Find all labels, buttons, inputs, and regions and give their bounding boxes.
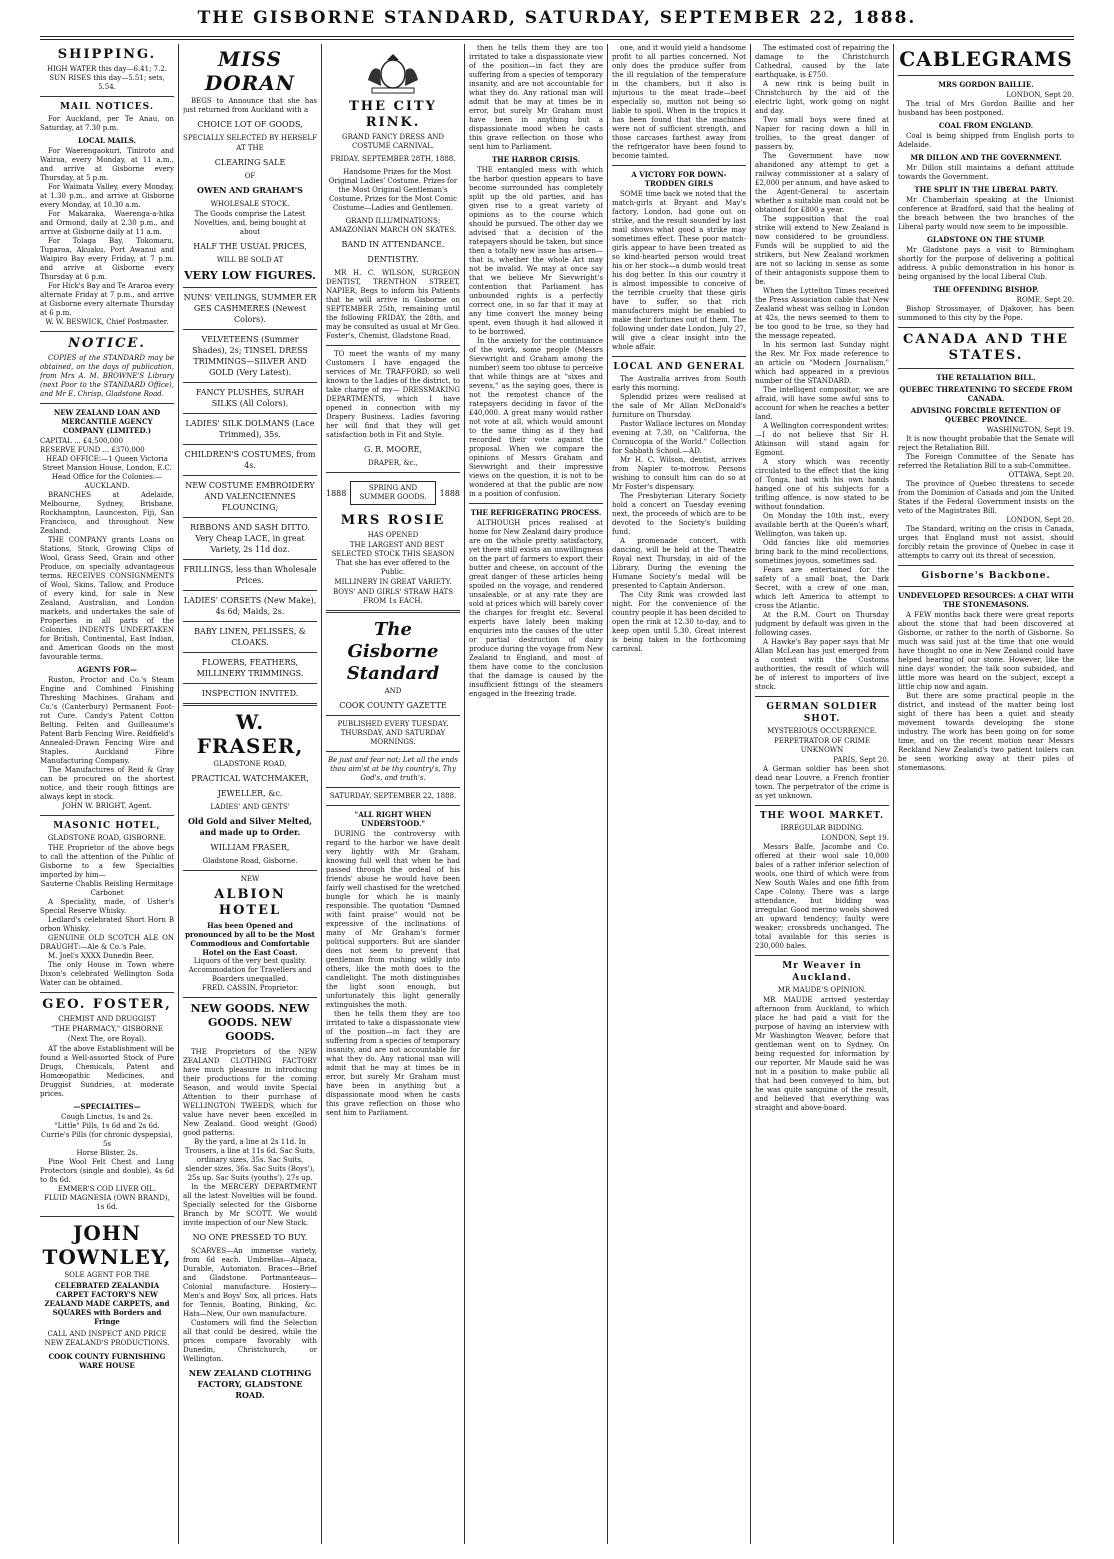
speciality: A Speciality, made, of Usher's Special Reserve Whisky. bbox=[40, 898, 174, 915]
grand: GRAND FANCY DRESS AND COSTUME CARNIVAL. bbox=[342, 133, 444, 150]
dillon-text: Mr Dillon still maintains a defiant attitude towards the Government. bbox=[898, 164, 1074, 181]
stock-item: FRILLINGS, less than Wholesale Prices. bbox=[183, 565, 317, 585]
year-right: 1888 bbox=[439, 488, 460, 498]
paris-date: PARIS, Sept 20. bbox=[833, 756, 889, 764]
notice-heading: NOTICE. bbox=[68, 336, 146, 351]
rosie-heading: MRS ROSIE bbox=[340, 513, 446, 528]
mail-1: For Auckland, per Te Anau, on Saturday, at 7.30 p.m. bbox=[40, 115, 174, 132]
clearing: CLEARING SALE bbox=[214, 158, 286, 167]
para1: then he tells them they are too irritated to take a dispassionate view of the position—in fact they are suffering from a species of temporary insanity, and are not accountable for what they do. Any rational man will admit that he may at times be in error, but surely Mr Graham must have been in anything but a dispassionate mood when he casts this grave reflection on those who sent him to Parliament. bbox=[326, 1010, 460, 1117]
hats: BOYS' AND GIRLS' STRAW HATS FROM 1s EACH. bbox=[333, 588, 453, 605]
head-office: HEAD OFFICE:—1 Queen Victoria Street Mansion House, London, E.C. bbox=[42, 455, 172, 472]
local-item: On Monday the 10th inst., every available berth at the Queen's wharf, Wellington, was taken up. bbox=[755, 512, 889, 538]
new-goods: NEW GOODS. NEW GOODS. NEW GOODS. bbox=[190, 1002, 310, 1043]
paper-title: The Gisborne Standard bbox=[346, 619, 440, 684]
nz-office: Head Office for the Colonies:—AUCKLAND. bbox=[51, 473, 163, 490]
jw-bright: JOHN W. BRIGHT, Agent. bbox=[62, 802, 152, 810]
local-item: A story which was recently circulated to the effect that the king of Tonga, had with his own hands hanged one of his subjects for a trifling offence, is now stated to be without foundation. bbox=[755, 458, 889, 511]
wool-heading: THE WOOL MARKET. bbox=[759, 811, 885, 821]
old-gold: Old Gold and Silver Melted, and made up to Order. bbox=[187, 816, 313, 837]
doran-text: BEGS to Announce that she has just returned from Auckland with a bbox=[183, 97, 317, 114]
owen: OWEN AND GRAHAM'S bbox=[197, 185, 303, 195]
column-rule bbox=[750, 44, 751, 1544]
stock-item: BABY LINEN, PELISSES, & CLOAKS. bbox=[194, 627, 306, 647]
agents-text: Ruston, Proctor and Co.'s Steam Engine and Combined Finishing Threshing Machines. Graham and Co.'s (Canterbury) Permanent Foot-rot Cure. Candy's Patent Cotton Belting. Felten and Guilleaume's Patent Barb Fencing Wire. Reidfield's Annealed-Drawn Fencing Wire and Staples. Auckland Fibre Manufacturing Company. bbox=[40, 676, 174, 765]
local-item: The intelligent compositor, we are afraid, will have some awful sins to account for when he reaches a better land. bbox=[755, 386, 889, 421]
yard: By the yard, a line at 2s 11d. In Trousers, a line at 11s 6d. Sac Suits, ordinary sizes, 35s. Sac Suits, slender sizes, 36s. Sac Suits (Boys'), 25s up. Sac Suits (youths'), 27s up. bbox=[184, 1138, 316, 1182]
editorial-heading: "ALL RIGHT WHEN UNDERSTOOD." bbox=[354, 810, 432, 828]
spring-box: SPRING AND SUMMER GOODS. bbox=[350, 481, 435, 505]
local-item: Mr H. C. Wilson, dentist, arrives from Napier to-morrow. Persons wishing to consult him can do so at Mr Foster's dispensary. bbox=[612, 456, 746, 491]
no-one: NO ONE PRESSED TO BUY. bbox=[192, 1233, 308, 1242]
weaver-text: MR MAUDE arrived yesterday afternoon from Auckland, to which place he had paid a visit for the purpose of having an interview with Mr Washington Weaver, before that gentleman went on to Sydney. On being requested for information by our reporter, Mr Maude said he was not in a position to make public all that had been conveyed to him, but he was quite sanguine of the result, and believed that everything was straight and above-board. bbox=[755, 996, 889, 1112]
next: (Next The, ore Royal). bbox=[67, 1035, 147, 1043]
gladstone-text: Mr Gladstone pays a visit to Birmingham shortly for the purpose of delivering a political address. A public demonstration in his honor is being organised by the local Liberal Club. bbox=[898, 246, 1074, 281]
spec-item: Cough Linctus, 1s and 2s. bbox=[61, 1113, 153, 1121]
agents-heading: AGENTS FOR— bbox=[77, 665, 137, 674]
date: SATURDAY, SEPTEMBER 22, 1888. bbox=[329, 792, 457, 800]
prizes: Handsome Prizes for the Most Original Ladies' Costume. Prizes for the Most Original Gentleman's Costume. Prizes for the Most Comic Costume—Ladies and Gentlemen. bbox=[328, 168, 458, 212]
stock-item: LADIES' SILK DOLMANS (Lace Trimmed), 35s. bbox=[185, 419, 315, 439]
dentistry: DENTISTRY. bbox=[367, 255, 419, 264]
baillie-heading: MRS GORDON BAILLIE. bbox=[938, 80, 1034, 89]
foreign: The Foreign Committee of the Senate has referred the Retaliation Bill to a sub-Committee. bbox=[898, 453, 1074, 470]
canada-heading: CANADA AND THE STATES. bbox=[903, 332, 1069, 363]
spec-item: Currie's Pills (for chronic dyspepsia), 5s bbox=[40, 1131, 173, 1148]
stock-item: NEW COSTUME EMBROIDERY AND VALENCIENNES FLOUNCING; bbox=[185, 481, 315, 512]
selected: SPECIALLY SELECTED BY HERSELF bbox=[183, 134, 317, 142]
local-mails: LOCAL MAILS. bbox=[78, 136, 136, 145]
advising: ADVISING FORCIBLE RETENTION OF QUEBEC PROVINCE. bbox=[910, 406, 1062, 424]
column-rule bbox=[464, 44, 465, 1544]
local-item: A new rink is being built in Christchurch by the aid of the electric light, work going on night and day. bbox=[755, 80, 889, 115]
motto: Be just and fear not; Let all the ends thou aim'st at be thy country's, Thy God's, and truth's. bbox=[328, 756, 458, 782]
dillon-heading: MR DILLON AND THE GOVERNMENT. bbox=[910, 153, 1062, 162]
choice: CHOICE LOT OF GOODS, bbox=[197, 120, 303, 129]
refrig: ALTHOUGH prices realised at home for New Zealand dairy produce are on the whole pretty satisfactory, yet there still exists an unwillingness on the part of farmers to export their butter and cheese, on account of the great danger of these articles being spoiled on the voyage, and rendered unsaleable, or at any rate they are sold at prices which will barely cover the charges for freight etc. Several experts have lately been making enquiries into the causes of the utter or partial destruction of dairy produce during the voyage from New Zealand to England, and most of them have come to the conclusion that the damage is caused by the insufficient fittings of the steamers engaged in the freezing trade. bbox=[469, 519, 603, 698]
joel: M. Joel's XXXX Dunedin Beer. bbox=[48, 952, 154, 960]
moore-text: TO meet the wants of my many Customers I have engaged the services of Mr. TRAFFORD, so well known to the Ladies of the district, to take charge of my— DRESSMAKING DEPARTMENTS, which I have opened in connection with my Drapery Business. Ladies favoring her will find that they will get satisfaction both in Fit and Style. bbox=[326, 350, 460, 439]
low-figures: VERY LOW FIGURES. bbox=[184, 269, 316, 282]
mail-item: For Makaraka, Waerenga-a-hika and Ormond, daily at 2.30 p.m., and arrive at Gisborne daily at 11 a.m. bbox=[40, 210, 174, 236]
practical: PRACTICAL WATCHMAKER, bbox=[191, 774, 309, 783]
manures: The Manufactures of Reid & Gray can be procured on the shortest notice, and their rough fittings are always kept in stock. bbox=[40, 766, 174, 801]
local-item: At the R.M. Court on Thursday judgment by default was given in the following cases. bbox=[755, 611, 889, 637]
ladies: LADIES' AND GENTS' bbox=[210, 803, 290, 811]
local-item: A Hawke's Bay paper says that Mr Allan McLean has just emerged from a contest with the Customs authorities, the result of which will be of interest to importers of live stock. bbox=[755, 638, 889, 691]
local-item: Splendid prizes were realised at the sale of Mr Allan McDonald's furniture on Thursday. bbox=[612, 393, 746, 419]
column-2 bbox=[183, 44, 317, 1544]
local-item: Pastor Wallace lectures on Monday evening at 7.30, on "Californa, the Cornucopia of the World." Collection for Sabbath School.—AD. bbox=[612, 420, 746, 455]
para1: then he tells them they are too irritated to take a dispassionate view of the position—in fact they are suffering from a species of temporary insanity, and are not accountable for what they do. Any rational man will admit that he may at times be in error, but surely Mr Graham must have been in anything but a dispassionate mood when he casts this grave reflection on those who sent him to Parliament. bbox=[469, 44, 603, 151]
local-item: The estimated cost of repairing the damage to the Christchurch Cathedral, caused by the late earthquake, is £750. bbox=[755, 44, 889, 79]
coal-text: Coal is being shipped from English ports to Adelaide. bbox=[898, 132, 1074, 149]
townley-text: CELEBRATED ZEALANDIA CARPET FACTORY'S NEW ZEALAND MADE CARPETS, and SQUARES with Borders and Fringe bbox=[44, 1281, 170, 1326]
column-rule bbox=[893, 44, 894, 1544]
mail-item: For Hick's Bay and Te Araroa every alternate Friday at 7 p.m., and arrive at Gisborne every alternate Thursday at 6 p.m. bbox=[40, 282, 174, 317]
townley-sub: SOLE AGENT FOR THE bbox=[64, 1271, 150, 1279]
local-item: Two small boys were fined at Napier for racing down a hill in trollies, to the great danger of passers by. bbox=[755, 116, 889, 151]
stock-item: FLOWERS, FEATHERS, MILLINERY TRIMMINGS. bbox=[196, 658, 304, 678]
column-6 bbox=[755, 44, 889, 1544]
gin: GENUINE OLD SCOTCH ALE ON DRAUGHT:—Ale & Co.'s Pale. bbox=[40, 934, 174, 951]
mail-item: For Waerengaokuri, Tiniroto and Wairoa, every Monday, at 11 a.m., and arrive at Gisborne every Thursday, at 5 p.m. bbox=[40, 147, 174, 182]
backbone-text-2: But there are some practical people in the district, and instead of the matter being lost sight of there has been a quiet and steady movement towards developing the stone industry. The work has been going on for some time, and on the recent motion near Messrs Reckland New Zealand's two patient toilers can be seen working away at their piles of stonemasons. bbox=[898, 692, 1074, 772]
local-item: Odd fancies like old memories bring back to the mind recollections, sometimes joyous, sometimes sad. bbox=[755, 539, 889, 565]
pharmacy: "THE PHARMACY," GISBORNE bbox=[50, 1025, 164, 1033]
paper-sub: COOK COUNTY GAZETTE bbox=[339, 701, 447, 710]
ottawa-date: OTTAWA, Sept 20. bbox=[1008, 471, 1074, 479]
harbor-heading: THE HARBOR CRISIS. bbox=[491, 155, 581, 164]
mail-sign: W. W. BESWICK, Chief Postmaster. bbox=[45, 318, 169, 326]
stock-item: VELVETEENS (Summer Shades), 2s; TINSEL DRESS TRIMMINGS—SILVER AND GOLD (Very Latest). bbox=[192, 335, 308, 377]
backbone-heading: Gisborne's Backbone. bbox=[921, 571, 1051, 581]
local-item: The supposition that the coal strike will extend to New Zealand is now considered to be groundless. Funds will be supplied to aid the strikers, but New Zealand workmen are not so lacking in sense as some of their antagonists suppose them to be. bbox=[755, 215, 889, 286]
bishop-text: Bishop Strossmayer, of Djakover, has been summoned to this city by the Pope. bbox=[898, 305, 1074, 322]
wholesale: WHOLESALE STOCK. bbox=[210, 200, 290, 208]
jeweller: JEWELLER, &c. bbox=[217, 789, 283, 798]
stock-item: RIBBONS AND SASH DITTO. Very Cheap LACE, in great Variety, 2s 11d doz. bbox=[190, 523, 310, 554]
local-item: The City Rink was crowded last night. For the convenience of the country people it has been decided to open the rink at 12.30 to-day, and to keep open until 5.30. Great interest is being taken in the forthcoming carnival. bbox=[612, 591, 746, 653]
liquors: Liquors of the very best quality. bbox=[193, 957, 307, 965]
refrig-heading: THE REFRIGERATING PROCESS. bbox=[470, 508, 602, 517]
royal-crest-icon bbox=[358, 50, 428, 96]
para1: one, and it would yield a handsome profit to all parties concerned. Not only does the produce suffer from the ill regulation of the temperature in the chambers, but it also is injurious to the meat trade—beef especially so, mutton not being so liable to spoil. When in the tropics it has been found that the machines were not of sufficient strength, and those carcases farthest away from the refrigerator have been found to become tainted. bbox=[612, 44, 746, 160]
harbor2: In the anxiety for the continuance of the work, some people (Messrs Sievwright and Graham among the number) seem too obtuse to perceive that while things are at "sixes and sevens," as the saying goes, there is not the remotest chance of the ratepayers deciding in favor of the £40,000. A great many would rather not vote at all, which would amount to the same thing as if they had recorded their vote against the proposal. When we compare the opinions of Messrs Graham and Sievwright and their impressive views on the question, it is not to be wondered at that the public are now in a position of confusion. bbox=[469, 337, 603, 498]
mail-heading: MAIL NOTICES. bbox=[60, 102, 154, 112]
wool-text: Messrs Balfe, Jacombe and Co. offered at their wool sale 10,000 bales of a rather inferior selection of wools, one third of which were from New South Wales and one fifth from Cape Colony. There was a large attendance, but bidding was irregular. Good merino wools showed an upward tendency; faulty were weaker; crossbreds unchanged. The total available for this series is 230,000 bales. bbox=[755, 843, 889, 950]
ledlard: Ledlard's celebrated Short Horn B orbon Whisky. bbox=[40, 916, 174, 933]
mail-item: For Waimata Valley, every Monday, at 1.30 p.m., and arrive at Gisborne every Monday, at 10.30 a.m. bbox=[40, 183, 174, 209]
london-date: LONDON, Sept 20. bbox=[1006, 516, 1074, 524]
band: BAND IN ATTENDANCE. bbox=[341, 240, 445, 249]
stock-item: NUNS' VEILINGS, SUMMER ER GES CASHMERES (Newest Colors). bbox=[183, 293, 317, 324]
fraser-heading: W. FRASER, bbox=[196, 710, 304, 758]
stock-item: FANCY PLUSHES, SURAH SILKS (All Colors). bbox=[195, 388, 305, 408]
stock-item: CHILDREN'S COSTUMES, from 4s. bbox=[184, 450, 316, 470]
masthead-rule-2 bbox=[40, 39, 1074, 40]
column-3 bbox=[326, 44, 460, 1544]
emmer: EMMER'S COD LIVER OIL. bbox=[57, 1185, 157, 1193]
cook-county: COOK COUNTY FURNISHING WARE HOUSE bbox=[48, 1352, 166, 1370]
german-heading: GERMAN SOLDIER SHOT. bbox=[766, 702, 878, 724]
wf: WILLIAM FRASER, bbox=[210, 843, 290, 852]
local-heading: LOCAL AND GENERAL bbox=[613, 362, 745, 372]
bishop-date: ROME, Sept 20. bbox=[1016, 296, 1074, 304]
london-text: The Standard, writing on the crisis in Canada, urges that England must not assist, should forcibly retain the province of Quebec in case it attempts to carry out its threat of secession. bbox=[898, 525, 1074, 560]
friday: FRIDAY, SEPTEMBER 28TH, 1888. bbox=[330, 155, 456, 163]
foster-sub: CHEMIST AND DRUGGIST bbox=[58, 1015, 156, 1023]
branches: BRANCHES at Adelaide, Melbourne, Sydney, Brisbane, Rockhampton, Launceston, Fiji, San Francisco, and throughout New Zealand. bbox=[40, 491, 174, 535]
victory: SOME time back we noted that the match-girls at Bryant and May's factory, London, had gone out on strike, and the result sounded by last mail shows what good a strike may sometimes effect. These poor match-girls appear to have been treated as so kind-hearted person would treat his or her stock—a dumb would treat his dog better. In this our country it is almost impossible to conceive of the terrible cruelty that these girls have to suffer, so that rich manufacturers might be enabled to make their fortunes out of them. The following under date London, July 27, will give a clear insight into the whole affair. bbox=[612, 190, 746, 351]
specialties-list: Sauterne Chablis Reisling Hermitage Carbonet bbox=[40, 880, 174, 897]
retaliation: THE RETALIATION BILL. bbox=[936, 373, 1036, 382]
irregular: IRREGULAR BIDDING. bbox=[780, 824, 864, 832]
specialties-heading: —SPECIALTIES— bbox=[73, 1102, 141, 1111]
column-1 bbox=[40, 44, 174, 1544]
masthead-rule bbox=[40, 36, 1074, 37]
paper-and: AND bbox=[384, 687, 402, 695]
mysterious: MYSTERIOUS OCCURRENCE. bbox=[767, 727, 877, 735]
sun-rises: SUN RISES this day—5.51; sets, 5.54. bbox=[49, 74, 165, 91]
nz-loan-heading: NEW ZEALAND LOAN AND MERCANTILE AGENCY COMPANY (LIMITED.) bbox=[53, 408, 161, 435]
will: WILL BE SOLD AT bbox=[216, 256, 284, 264]
reserve: RESERVE FUND ... £370,000 bbox=[40, 446, 145, 454]
mercery: In the MERCERY DEPARTMENT all the latest Novelties will be found. Specially selected for the Gisborne Branch by Mr SCOTT. We would invite inspection of our New Stock. bbox=[183, 1183, 317, 1227]
notice-text: COPIES of the STANDARD may be obtained, on the days of publication, from Mrs A. M. BROWNE'S Library (next Poor to the STANDARD Office), and Mr E. Chrisp, Gladstone Road. bbox=[40, 354, 174, 398]
wash-date: WASHINGTON, Sept 19. bbox=[986, 426, 1074, 434]
masthead: THE GISBORNE STANDARD, SATURDAY, SEPTEMBER 22, 1888. bbox=[197, 8, 917, 28]
local-item: Fears are entertained for the safety of a small boat, the Dark Secret, with a crew of one man, which left America to attempt to cross the Atlantic. bbox=[755, 566, 889, 610]
local-item: In his sermon last Sunday night the Rev. Mr Fox made reference to an article on "Modern Journalism," which had appeared in a previous number of the STANDARD. bbox=[755, 341, 889, 385]
year-left: 1888 bbox=[326, 488, 347, 498]
capital: CAPITAL ... £4,500,000 bbox=[40, 437, 124, 445]
millinery: MILLINERY IN GREAT VARIETY. bbox=[334, 578, 452, 586]
moore: G. R. MOORE, bbox=[363, 445, 422, 454]
pine: Pine Wool Felt Chest and Lung Protectors (single and double), 4s 6d to 8s 6d. bbox=[40, 1158, 174, 1184]
spec-item: "Little" Pills, 1s 6d and 2s 6d. bbox=[54, 1122, 160, 1130]
spec-item: Horse Blister, 2s. bbox=[76, 1149, 138, 1157]
high-water: HIGH WATER this day—6.41; 7.2. bbox=[46, 65, 168, 73]
new: NEW bbox=[240, 875, 260, 883]
gladstone-heading: GLADSTONE ON THE STUMP. bbox=[926, 235, 1046, 244]
column-rule bbox=[178, 44, 179, 1544]
foster-heading: GEO. FOSTER, bbox=[42, 997, 172, 1012]
draper: DRAPER, &c., bbox=[367, 459, 419, 467]
column-7 bbox=[898, 44, 1074, 1544]
cablegrams-heading: CABLEGRAMS bbox=[899, 47, 1073, 71]
perpetrator: PERPETRATOR OF CRIME UNKNOWN bbox=[774, 737, 870, 754]
factory: NEW ZEALAND CLOTHING FACTORY, GLADSTONE ROAD. bbox=[188, 1368, 312, 1400]
fluid: FLUID MAGNESIA (OWN BRAND), 1s 6d. bbox=[44, 1194, 170, 1211]
shipping-heading: SHIPPING. bbox=[57, 47, 157, 62]
townley-call: CALL AND INSPECT AND PRICE NEW ZEALAND'S PRODUCTIONS. bbox=[44, 1330, 170, 1347]
only: The only House in Town where Dixon's celebrated Wellington Soda Water can be obtained. bbox=[40, 961, 174, 987]
editorial: DURING the controversy with regard to the harbor we have dealt very lightly with Mr Graham, knowing full well that when he had passed through the ordeal of his friends' abuse he would have been fairly well chastised for the wretched bungle for which he is mainly responsible. The quotation "Damned with faint praise" would not be expressive of the inclinations of many of Mr Graham's former political supporters. But are slander does not seem to prevent that gentleman from rushing wildly into others, like the moth does to the candlelight. The moth distinguishes the light soon enough, but unfortunately this light generally extinguishes the moth. bbox=[326, 830, 460, 1009]
published: PUBLISHED EVERY TUESDAY, THURSDAY, AND SATURDAY MORNINGS. bbox=[337, 720, 449, 746]
local-item: When the Lyttelton Times received the Press Association cable that New Zealand wheat was selling in London at 42s, the news seemed to them to be too good to be true, so they had the message repeated. bbox=[755, 287, 889, 340]
albion-heading: ALBION HOTEL bbox=[214, 887, 286, 918]
column-4 bbox=[469, 44, 603, 1544]
grand-ill: GRAND ILLUMINATIONS; AMAZONIAN MARCH ON SKATES. bbox=[329, 217, 457, 234]
baillie-text: The trial of Mrs Gordon Baillie and her husband has been postponed. bbox=[898, 100, 1074, 117]
victory-heading: A VICTORY FOR DOWN-TRODDEN GIRLS bbox=[631, 170, 727, 188]
ottawa-text: The province of Quebec threatens to secede from the Dominion of Canada and join the United States if the Federal Government insists on the veto of the Magistrates Bill. bbox=[898, 480, 1074, 515]
stock-item: LADIES' CORSETS (New Make), 4s 6d; Maids, 2s. bbox=[183, 596, 317, 616]
nz-text: THE COMPANY grants Loans on Stations, Stock, Growing Clips of Wool, Grass Seed, Grain and other Produce, on specially advantageous terms. RECEIVES CONSIGNMENTS of Wool, Skins, Tallow, and Produce of every kind, for sale in New Zealand, Australian, and London markets, and undertakes the sale of Properties in all parts of the Colonies. INDENTS UNDERTAKEN for British, Continental, East Indian, and American Goods on the most favourable terms. bbox=[40, 536, 174, 661]
foster-text: AT the above Establishment will be found a Well-assorted Stock of Pure Drugs, Chemicals, Patent and Homœopathic Medicines, and Druggist Sundries, at moderate prices. bbox=[40, 1045, 174, 1098]
backbone-sub: UNDEVELOPED RESOURCES: A CHAT WITH THE STONEMASONS. bbox=[898, 591, 1074, 609]
at-the: AT THE bbox=[236, 144, 264, 152]
nz-clothing: THE Proprietors of the NEW ZEALAND CLOTHING FACTORY have much pleasure in introducing their productions for the coming Season, and would invite Special Attention to their purchase of WELLINGTON TWEEDS, which for value have never been excelled in New Zealand. Good weight (Good) good patterns. bbox=[183, 1048, 317, 1137]
local-item: The Government have now abandoned any attempt to get a railway commissioner at a salary of £2,000 per annum, and have asked to the Agent-General to ascertain whether a suitable man could not be obtained for £800 a year. bbox=[755, 152, 889, 214]
harbor: THE entangled mess with which the harbor question appears to have become surrounded has completely split up the old parties, and has given rise to a great variety of opinions as to the course which should be pursued. The other day we advised that a decision of the ratepayers should be taken, but since then a totally new issue has arisen—that is, whether the whole Act may not be invalid. We may at once say that we believe Mr Sievwright's contention that Parliament has unbounded rights is a perfectly correct one, in so far that it may at any time convert the money being spent, even though it had allowed it to be borrowed. bbox=[469, 166, 603, 336]
local-item: The Presbyterian Literary Society hold a concert on Tuesday evening next, the proceeds of which are to be devoted to the Society's building fund. bbox=[612, 492, 746, 536]
scarves: SCARVES—An immense variety, from 6d each. Umbrellas—Alpaca, Durable, Automaton. Braces—Brief and Gladstone. Portmanteaus—Colonial manufacture. Hosiery—Men's and Boys' Sox, all prices. Hats for Tennis, Boating, Binking, &c. Hats—New, Our own manufacture. bbox=[183, 1247, 317, 1318]
city-rink-heading: THE CITY RINK. bbox=[349, 99, 437, 130]
baillie-date: LONDON, Sept 20. bbox=[1006, 91, 1074, 99]
fraser-addr: GLADSTONE ROAD, bbox=[213, 760, 287, 768]
wf-addr: Gladstone Road, Gisborne. bbox=[202, 857, 298, 865]
mail-item: For Tolaga Bay, Tokomaru, Tuparoa, Akuaku, Port Awanui and Waipiro Bay every Friday, at 7 p.m. and arrive at Gisborne every Thursday at 6 p.m. bbox=[40, 237, 174, 281]
local-item: A promenade concert, with dancing, will be held at the Theatre Royal next Thursday, in aid of the Library. During the evening the Humane Society's medal will be presented to Captain Anderson. bbox=[612, 537, 746, 590]
german-text: A German soldier has been shot dead near Louvre, a French frontier town. The perpetrator of the crime is as yet unknown. bbox=[755, 765, 889, 800]
maude: MR MAUDE'S OPINION. bbox=[777, 986, 867, 994]
wilson: MR H. C. WILSON, SURGEON DENTIST, TRENTHON STREET, NAPIER, Begs to inform his Patients that he will arrive in Gisborne on SEPTEMBER 25th, remaining until the following FRIDAY, the 28th, and may be consulted as usual at Mr Geo. Foster's, Chemist, Gladstone Road. bbox=[326, 269, 460, 340]
london-date: LONDON, Sept 19. bbox=[821, 834, 889, 842]
opened: HAS OPENED bbox=[367, 531, 419, 539]
masonic-text: THE Proprietor of the above begs to call the attention of the Public of Gisborne to a few Specialties imported by him— bbox=[40, 844, 174, 879]
coal-heading: COAL FROM ENGLAND. bbox=[938, 121, 1034, 130]
local-item: The Australia arrives from South early this morning. bbox=[612, 375, 746, 392]
quebec: QUEBEC THREATENING TO SECEDE FROM CANADA. bbox=[899, 385, 1073, 403]
albion-text: Has been Opened and pronounced by all to be the Most Commodious and Comfortable Hotel on the East Coast. bbox=[185, 921, 315, 957]
split-text: Mr Chamberlain speaking at the Unionist conference at Bradford, said that the healing of the breach between the two branches of the Liberal party would now seem to be impossible. bbox=[898, 196, 1074, 231]
doran-heading: MISS DORAN bbox=[204, 47, 296, 95]
backbone-text: A FEW months back there were great reports about the stone that had been discovered at Gisborne, or rather to the north of Gisborne. So much was said just at the time that one would have thought no one in New Zealand could have helped hearing of our stone. However, like the nine days' wonder, the talk soon subsided, and little more was heard on the subject, except a little chip now and again. bbox=[898, 611, 1074, 691]
cassin: FRED. CASSIN, Proprietor. bbox=[201, 984, 299, 992]
masonic-sub: GLADSTONE ROAD, GISBORNE. bbox=[47, 834, 167, 842]
column-rule bbox=[321, 44, 322, 1544]
masonic-heading: MASONIC HOTEL, bbox=[53, 821, 161, 831]
column-rule bbox=[607, 44, 608, 1544]
bishop-heading: THE OFFENDING BISHOP. bbox=[933, 285, 1039, 294]
inspection: INSPECTION INVITED. bbox=[201, 689, 299, 698]
of: OF bbox=[244, 172, 256, 180]
rosie-text: THE LARGEST AND BEST SELECTED STOCK THIS SEASON That she has ever offered to the Public. bbox=[331, 541, 455, 576]
goods: The Goods comprise the Latest Novelties, and, being bought at about bbox=[194, 210, 306, 236]
column-5 bbox=[612, 44, 746, 1544]
split-heading: THE SPLIT IN THE LIBERAL PARTY. bbox=[914, 185, 1058, 194]
spring-banner bbox=[326, 481, 460, 505]
weaver-heading: Mr Weaver in Auckland. bbox=[782, 961, 862, 983]
wash-text: It is now thought probable that the Senate will reject the Retaliation Bill. bbox=[898, 435, 1074, 452]
customers: Customers will find the Selection all that could be desired, while the prices compare favorably with Dunedin, Christchurch, or Wellington. bbox=[183, 1319, 317, 1363]
local-item: A Wellington correspondent writes:—I do not believe that Sir H. Atkinson will stand again for Egmont. bbox=[755, 422, 889, 457]
accom: Accommodation for Travellers and Boarders unequalled. bbox=[188, 966, 312, 983]
half: HALF THE USUAL PRICES, bbox=[193, 242, 307, 251]
townley-heading: JOHN TOWNLEY, bbox=[42, 1221, 172, 1269]
